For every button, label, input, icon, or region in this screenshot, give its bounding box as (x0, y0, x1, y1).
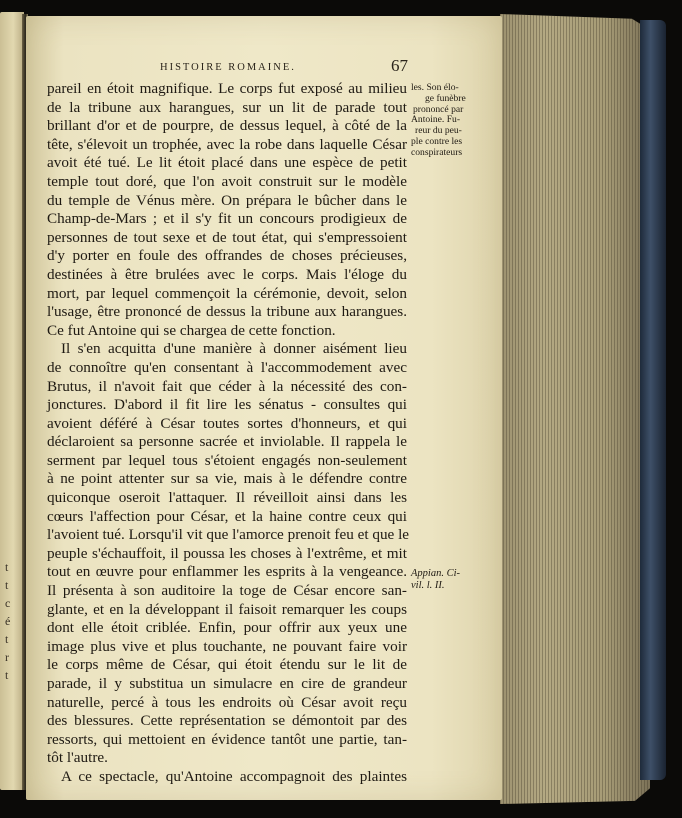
paragraph-3 (47, 768, 407, 787)
left-page-fragment: t (5, 560, 9, 574)
text-line: Ce fut Antoine qui se chargea de cette fonction. (47, 321, 336, 339)
left-page-edge (0, 12, 24, 790)
text-line: cœurs l'affection pour César, et la haine contre ceux qui (47, 507, 407, 525)
text-line: image plus vive et plus touchante, ne pouvant faire voir (47, 637, 407, 655)
text-line: serment par lequel tous s'étoient engagés non-seulement (47, 451, 407, 469)
text-line: tout en œuvre pour enflammer les esprits à la vengeance. (47, 563, 407, 581)
paragraph-2 (47, 340, 410, 768)
text-line: brillant d'or et de pourpre, de dessus lequel, à côté de la (47, 117, 407, 135)
text-line: Champ-de-Mars ; et il s'y fit un concours prodigieux de (47, 210, 407, 228)
running-title: HISTOIRE ROMAINE. (160, 62, 296, 73)
text-line: le corps même de César, qui étoit étendu sur le lit de (47, 656, 407, 674)
left-page-fragment: t (5, 632, 9, 646)
side-note-line: Antoine. Fu- (411, 114, 461, 126)
main-text (47, 80, 410, 787)
text-line: Brutus, il n'avoit fait que céder à la nécessité des con- (47, 377, 407, 395)
left-page-fragment: c (5, 596, 11, 610)
text-line: jonctures. D'abord il fit lire les sénatus - consultes qui (47, 396, 407, 414)
text-line: ressorts, qui mettoient en évidence tantôt une partie, tan- (47, 730, 407, 748)
left-page-fragment: t (5, 578, 9, 592)
text-line: de la tribune aux harangues, sur un lit de parade tout (47, 98, 407, 116)
text-line: déclaroient sa personne sacrée et inviolable. Il rappela le (47, 433, 407, 451)
side-note-line: ge funèbre (425, 92, 466, 104)
text-line: quiconque oseroit l'attaquer. Il réveilloit ainsi dans les (47, 489, 407, 507)
text-line: Il s'en acquitta d'une manière à donner aisément lieu (61, 340, 407, 358)
text-line: d'y porter en foule des offrandes de choses précieuses, (47, 247, 407, 265)
text-line: naturelle, percé à tous les endroits où César avoit reçu (47, 693, 407, 711)
text-line: de connoître qu'en consentant à l'accommodement avec (47, 358, 407, 376)
page-number: 67 (391, 56, 408, 75)
paragraph-1 (47, 80, 407, 340)
left-page-fragment: r (5, 650, 9, 664)
text-line: avoient déféré à César toutes sortes d'honneurs, et qui (47, 414, 407, 432)
text-line: tête, s'élevoit un trophée, avec la robe dans laquelle César (47, 135, 407, 153)
side-note-line: les. Son élo- (411, 82, 459, 93)
text-line: temple tout doré, que l'on avoit construit sur le modèle (47, 172, 407, 190)
left-page-fragment: é (5, 614, 11, 628)
text-line: tôt l'autre. (47, 749, 108, 767)
side-note-line: reur du peu- (415, 125, 462, 137)
text-line: destinées à être brulées avec le corps. Mais l'éloge du (47, 265, 407, 283)
side-note-line: Appian. Ci- (411, 568, 460, 579)
text-line: du temple de Vénus mère. On prépara le bûcher dans le (47, 191, 407, 209)
book-cover (640, 20, 666, 780)
text-line: des blessures. Cette représentation se démontoit par des (47, 712, 407, 730)
side-note-line: vil. l. II. (411, 580, 445, 591)
page-edges (500, 14, 650, 804)
side-note-line: ple contre les (411, 135, 463, 147)
side-note-eloge (411, 83, 475, 159)
text-line: personnes de tout sexe et de tout état, qui s'empressoient (47, 228, 407, 246)
text-line: Il présenta à son auditoire la toge de César encore san- (47, 582, 407, 600)
text-line: peuple s'échauffoit, il poussa les choses à l'extrême, et mit (47, 544, 407, 562)
text-line: parade, il y substitua un simulacre en cire de grandeur (47, 675, 407, 692)
text-line: l'avoient tué. Lorsqu'il vit que l'amorce prenoit feu et que le (47, 526, 410, 544)
text-line: dont elle étoit criblée. Enfin, pour offrir aux yeux une (47, 619, 407, 637)
left-page-fragment: t (5, 668, 9, 682)
text-line: A ce spectacle, qu'Antoine accompagnoit des plaintes (61, 767, 407, 785)
text-line: glante, et en la développant il faisoit remarquer les coups (47, 600, 407, 618)
side-note-line: conspirateurs (411, 146, 463, 158)
text-line: avoit été tué. Le lit étoit placé dans une espèce de petit (47, 154, 407, 172)
text-line: à ne point attenter sur sa vie, mais à le défendre contre (47, 470, 407, 488)
text-line: mort, par lequel commençoit la cérémonie, devoit, selon (47, 284, 407, 302)
side-note-appian (411, 568, 475, 592)
text-line: pareil en étoit magnifique. Le corps fut exposé au milieu (47, 80, 407, 97)
side-note-line: prononcé par (413, 103, 464, 115)
text-line: l'usage, être prononcé de dessus la tribune aux harangues. (47, 303, 407, 321)
